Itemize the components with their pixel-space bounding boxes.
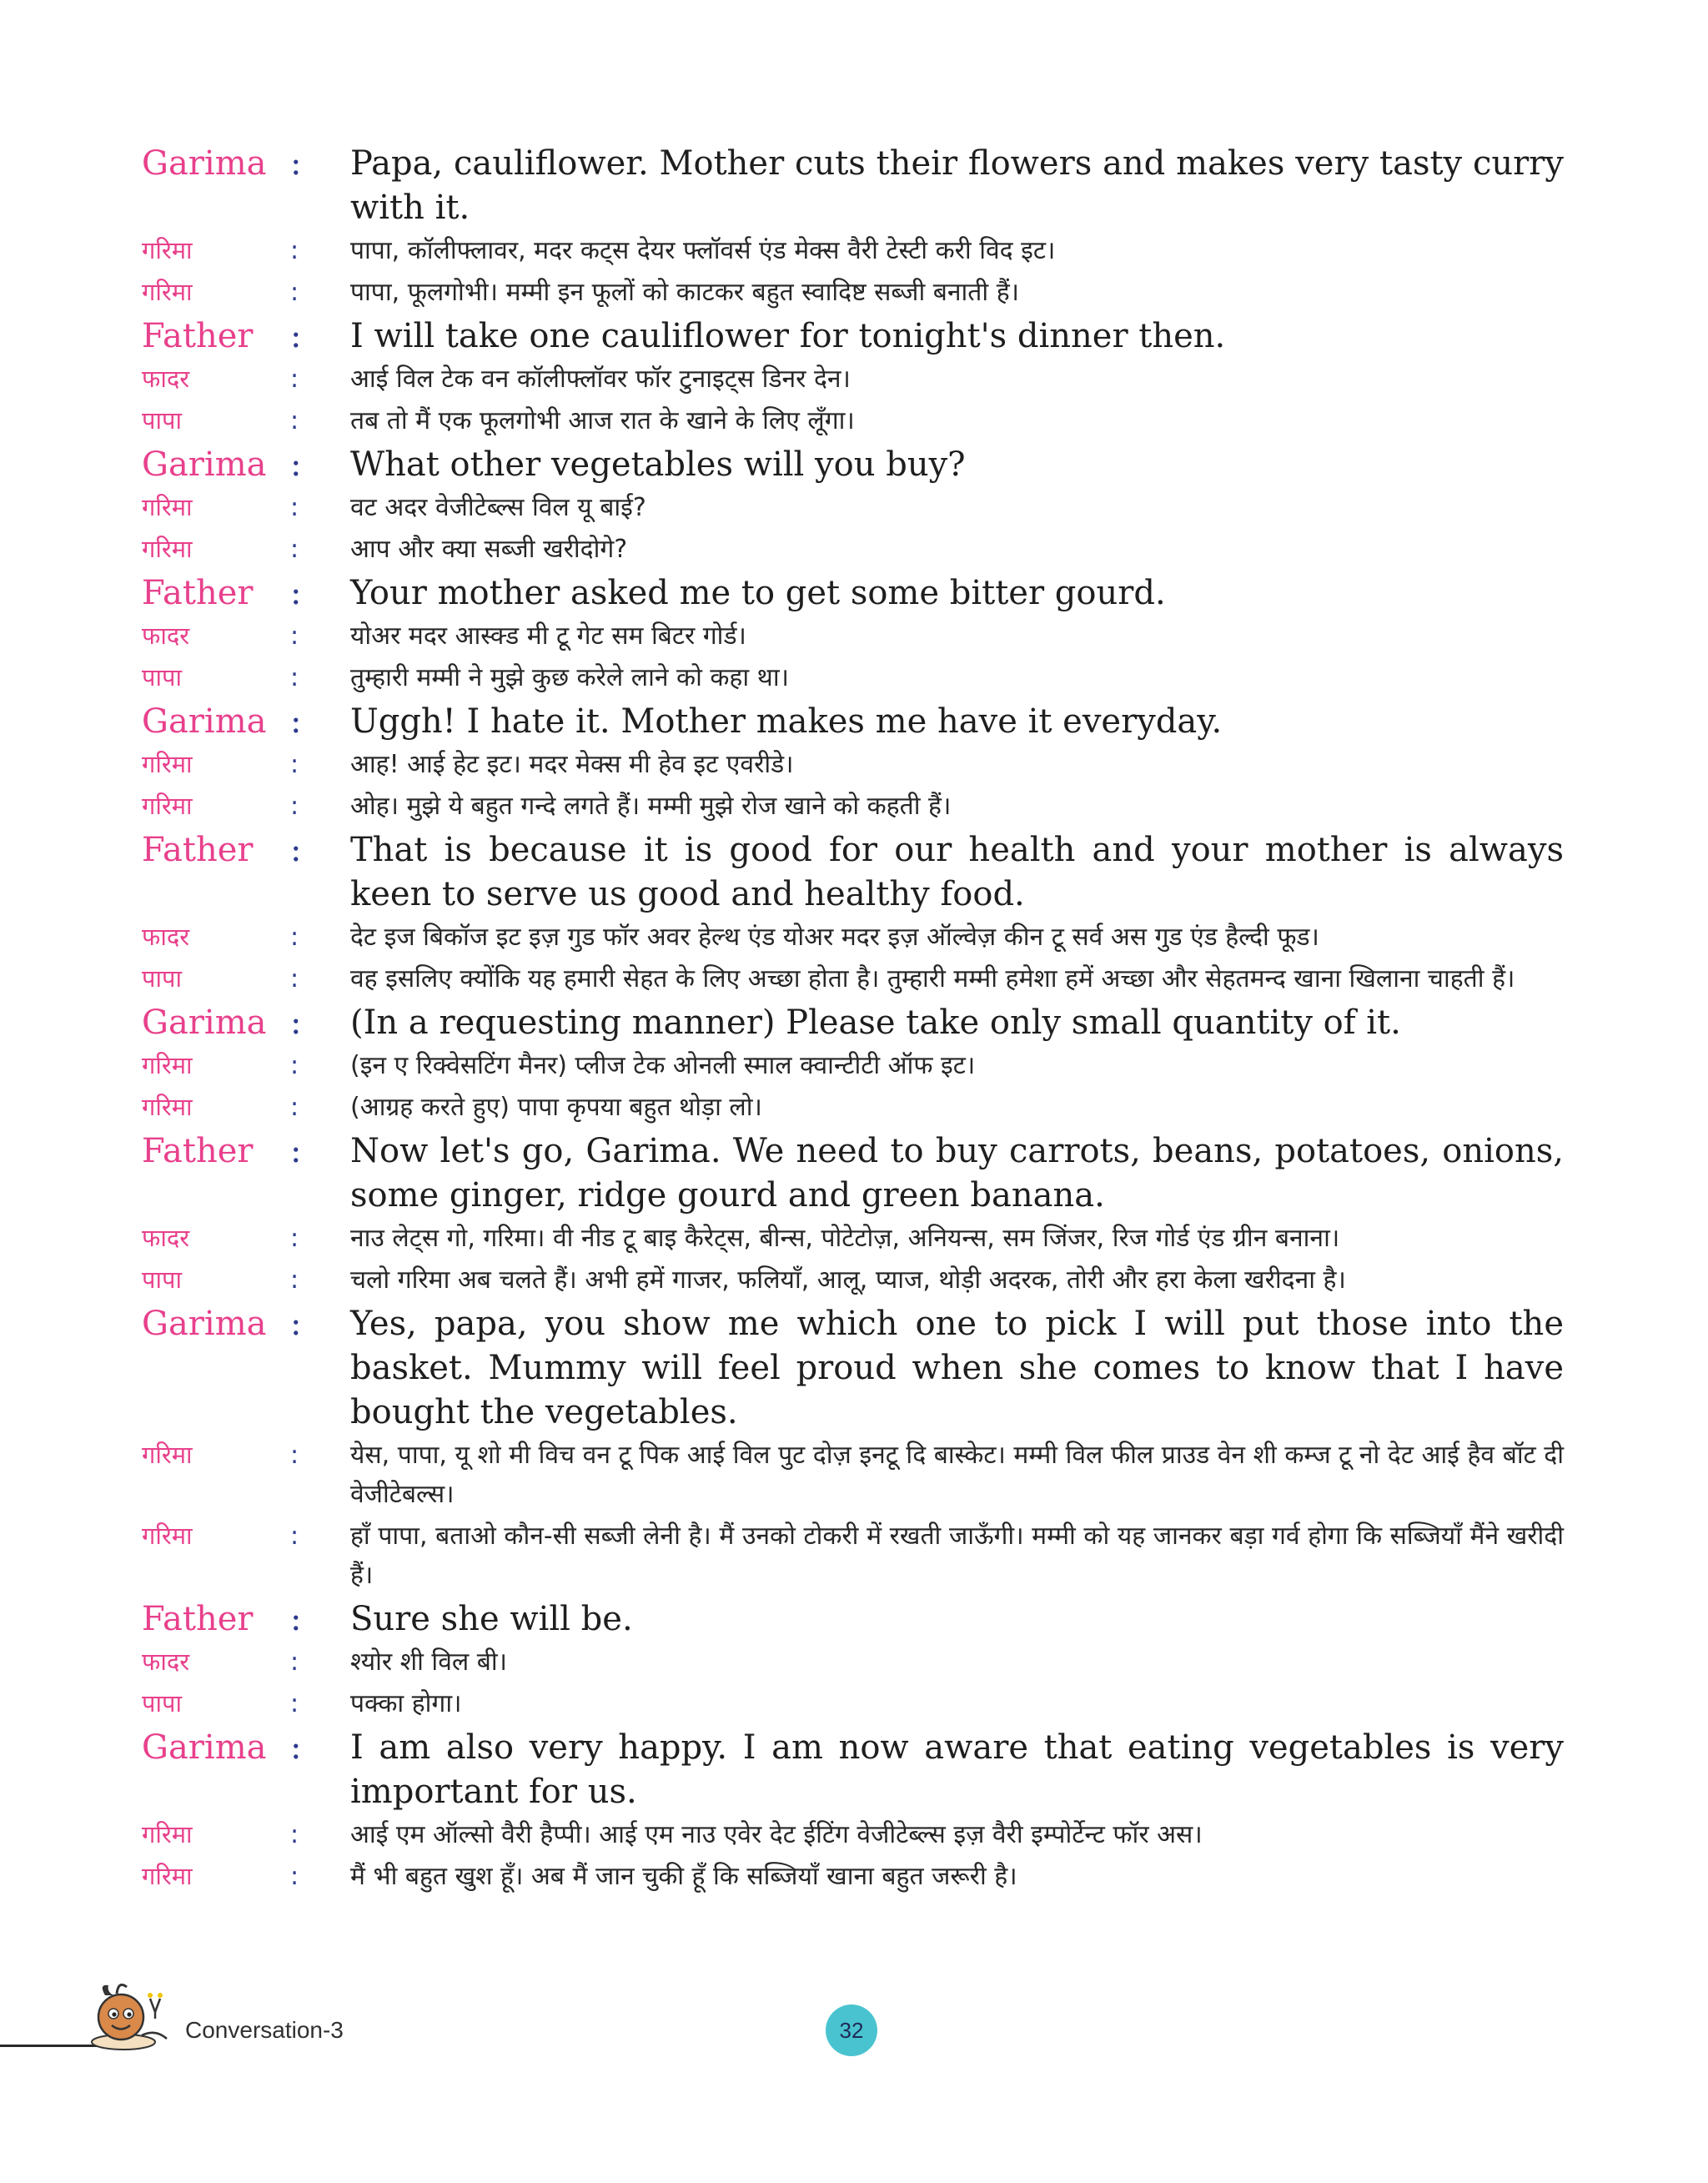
speaker-name: गरिमा bbox=[142, 792, 193, 820]
speaker-name: गरिमा bbox=[142, 278, 193, 306]
speaker-name: Garima bbox=[142, 1728, 267, 1767]
speaker-name: पापा bbox=[142, 964, 182, 993]
line-text: आई विल टेक वन कॉलीफ्लॉवर फॉर टुनाइट्स डिनर देन। bbox=[350, 365, 851, 394]
transliteration-line bbox=[142, 745, 1564, 784]
speaker-name: गरिमा bbox=[142, 1051, 193, 1079]
speaker-name: पापा bbox=[142, 1265, 182, 1294]
separator-colon: : bbox=[290, 1093, 299, 1122]
line-text: तुम्हारी मम्मी ने मुझे कुछ करेले लाने को कहा था। bbox=[350, 663, 789, 692]
hindi-translation-line bbox=[142, 658, 1564, 697]
separator-colon: : bbox=[290, 1003, 302, 1042]
separator-colon: : bbox=[290, 574, 302, 612]
dialogue bbox=[142, 142, 1564, 1899]
separator-colon: : bbox=[290, 1305, 302, 1343]
separator-colon: : bbox=[290, 1728, 302, 1767]
separator-colon: : bbox=[290, 445, 302, 484]
separator-colon: : bbox=[290, 1820, 299, 1849]
speaker-name: Garima bbox=[142, 445, 267, 484]
separator-colon: : bbox=[290, 1522, 299, 1551]
transliteration-line bbox=[142, 488, 1564, 527]
hindi-translation-line bbox=[142, 1857, 1564, 1896]
hindi-translation-line bbox=[142, 530, 1564, 569]
separator-colon: : bbox=[290, 1600, 302, 1638]
line-text: पापा, फूलगोभी। मम्मी इन फूलों को काटकर बहुत स्वादिष्ट सब्जी बनाती हैं। bbox=[350, 278, 1020, 307]
line-text: चलो गरिमा अब चलते हैं। अभी हमें गाजर, फलियाँ, आलू, प्याज, थोड़ी अदरक, तोरी और हरा केला खरीदना है। bbox=[350, 1265, 1346, 1295]
speaker-name: फादर bbox=[142, 1647, 190, 1676]
line-text: (आग्रह करते हुए) पापा कृपया बहुत थोड़ा लो। bbox=[350, 1093, 762, 1122]
dialogue-block bbox=[142, 1597, 1564, 1723]
line-text: आप और क्या सब्जी खरीदोगे? bbox=[350, 535, 628, 564]
line-text: (In a requesting manner) Please take only small quantity of it. bbox=[350, 1003, 1401, 1042]
transliteration-line bbox=[142, 360, 1564, 399]
separator-colon: : bbox=[290, 621, 299, 651]
line-text: Papa, cauliflower. Mother cuts their flowers and makes very tasty curry with it. bbox=[350, 144, 1564, 227]
speaker-name: Father bbox=[142, 574, 254, 612]
english-line bbox=[142, 1302, 1564, 1435]
speaker-name: गरिमा bbox=[142, 236, 193, 264]
line-text: हाँ पापा, बताओ कौन-सी सब्जी लेनी है। मैं उनको टोकरी में रखती जाऊँगी। मम्मी को यह जानकर बड़ा गर्व होगा कि सब्जियाँ मैंने खरीदी हैं। bbox=[350, 1522, 1564, 1590]
footer-section-name: Conversation-3 bbox=[185, 2017, 344, 2043]
line-text: मैं भी बहुत खुश हूँ। अब मैं जान चुकी हूँ कि सब्जियाँ खाना बहुत जरूरी है। bbox=[350, 1862, 1017, 1891]
separator-colon: : bbox=[290, 317, 302, 355]
line-text: येस, पापा, यू शो मी विच वन टू पिक आई विल पुट दोज़ इनटू दि बास्केट। मम्मी विल फील प्राउड वेन शी कम्ज टू नो देट आई हैव बॉट दी वेजीटेबल्स। bbox=[350, 1441, 1564, 1509]
dialogue-block bbox=[142, 314, 1564, 440]
hindi-translation-line bbox=[142, 401, 1564, 440]
dialogue-block bbox=[142, 700, 1564, 826]
speaker-name: पापा bbox=[142, 1689, 182, 1718]
separator-colon: : bbox=[290, 144, 302, 183]
separator-colon: : bbox=[290, 406, 299, 435]
separator-colon: : bbox=[290, 1051, 299, 1080]
speaker-name: Garima bbox=[142, 702, 267, 741]
speaker-name: गरिमा bbox=[142, 535, 193, 563]
speaker-name: Father bbox=[142, 1600, 254, 1638]
transliteration-line bbox=[142, 918, 1564, 957]
speaker-name: गरिमा bbox=[142, 1522, 193, 1550]
speaker-name: Garima bbox=[142, 144, 267, 183]
separator-colon: : bbox=[290, 964, 299, 993]
transliteration-line bbox=[142, 1642, 1564, 1682]
speaker-name: गरिमा bbox=[142, 750, 193, 778]
speaker-name: फादर bbox=[142, 923, 190, 951]
english-line bbox=[142, 1129, 1564, 1218]
english-line bbox=[142, 314, 1564, 359]
dialogue-block bbox=[142, 1001, 1564, 1127]
speaker-name: गरिमा bbox=[142, 1441, 193, 1469]
line-text: श्योर शी विल बी। bbox=[350, 1647, 508, 1677]
line-text: पक्का होगा। bbox=[350, 1689, 462, 1718]
dialogue-block bbox=[142, 571, 1564, 697]
line-text: Now let's go, Garima. We need to buy carrots, beans, potatoes, onions, some ginger, ridge gourd and green banana. bbox=[350, 1132, 1564, 1215]
separator-colon: : bbox=[290, 1224, 299, 1253]
speaker-name: गरिमा bbox=[142, 1820, 193, 1849]
speaker-name: पापा bbox=[142, 663, 182, 692]
line-text: योअर मदर आस्क्ड मी टू गेट सम बिटर गोर्ड। bbox=[350, 621, 746, 651]
line-text: I am also very happy. I am now aware that eating vegetables is very important for us. bbox=[350, 1728, 1564, 1811]
hindi-translation-line bbox=[142, 787, 1564, 826]
english-line bbox=[142, 700, 1564, 744]
cartoon-mascot-icon bbox=[83, 1977, 175, 2052]
speaker-name: Garima bbox=[142, 1305, 267, 1343]
separator-colon: : bbox=[290, 923, 299, 952]
speaker-name: गरिमा bbox=[142, 493, 193, 521]
line-text: (इन ए रिक्वेसटिंग मैनर) प्लीज टेक ओनली स्माल क्वान्टीटी ऑफ इट। bbox=[350, 1051, 976, 1080]
line-text: That is because it is good for our health and your mother is always keen to serve us good and healthy food. bbox=[350, 831, 1564, 913]
line-text: आह! आई हेट इट। मदर मेक्स मी हेव इट एवरीडे। bbox=[350, 750, 794, 779]
line-text: Sure she will be. bbox=[350, 1600, 633, 1638]
hindi-translation-line bbox=[142, 1517, 1564, 1595]
separator-colon: : bbox=[290, 702, 302, 741]
separator-colon: : bbox=[290, 792, 299, 821]
transliteration-line bbox=[142, 231, 1564, 270]
hindi-translation-line bbox=[142, 273, 1564, 312]
line-text: Your mother asked me to get some bitter gourd. bbox=[350, 574, 1166, 612]
speaker-name: फादर bbox=[142, 1224, 190, 1252]
transliteration-line bbox=[142, 1436, 1564, 1514]
separator-colon: : bbox=[290, 1132, 302, 1170]
speaker-name: Father bbox=[142, 1132, 254, 1170]
line-text: Uggh! I hate it. Mother makes me have it everyday. bbox=[350, 702, 1223, 741]
transliteration-line bbox=[142, 1046, 1564, 1085]
english-line bbox=[142, 828, 1564, 917]
line-text: वट अदर वेजीटेब्ल्स विल यू बाई? bbox=[350, 493, 646, 522]
dialogue-block bbox=[142, 443, 1564, 569]
english-line bbox=[142, 142, 1564, 230]
hindi-translation-line bbox=[142, 1684, 1564, 1723]
line-text: तब तो मैं एक फूलगोभी आज रात के खाने के लिए लूँगा। bbox=[350, 406, 855, 435]
speaker-name: Father bbox=[142, 317, 254, 355]
speaker-name: गरिमा bbox=[142, 1862, 193, 1890]
line-text: ओह। मुझे ये बहुत गन्दे लगते हैं। मम्मी मुझे रोज खाने को कहती हैं। bbox=[350, 792, 952, 821]
english-line bbox=[142, 443, 1564, 487]
hindi-translation-line bbox=[142, 1260, 1564, 1300]
speaker-name: Garima bbox=[142, 1003, 267, 1042]
english-line bbox=[142, 1001, 1564, 1045]
line-text: Yes, papa, you show me which one to pick I will put those into the basket. Mummy will feel proud when she comes to know that I have bought the vegetables. bbox=[350, 1305, 1564, 1431]
separator-colon: : bbox=[290, 663, 299, 692]
line-text: वह इसलिए क्योंकि यह हमारी सेहत के लिए अच्छा होता है। तुम्हारी मम्मी हमेशा हमें अच्छा और सेहतमन्द खाना खिलाना चाहती हैं। bbox=[350, 964, 1515, 993]
page-number-badge: 32 bbox=[826, 2004, 877, 2056]
speaker-name: फादर bbox=[142, 365, 190, 393]
separator-colon: : bbox=[290, 1689, 299, 1718]
line-text: पापा, कॉलीफ्लावर, मदर कट्स देयर फ्लॉवर्स एंड मेक्स वैरी टेस्टी करी विद इट। bbox=[350, 236, 1056, 265]
english-line bbox=[142, 571, 1564, 616]
speaker-name: पापा bbox=[142, 406, 182, 435]
english-line bbox=[142, 1726, 1564, 1814]
dialogue-block bbox=[142, 1129, 1564, 1300]
separator-colon: : bbox=[290, 1647, 299, 1677]
transliteration-line bbox=[142, 616, 1564, 656]
english-line bbox=[142, 1597, 1564, 1642]
dialogue-block bbox=[142, 1302, 1564, 1595]
line-text: आई एम ऑल्सो वैरी हैप्पी। आई एम नाउ एवेर देट ईटिंग वेजीटेब्ल्स इज़ वैरी इम्पोर्टेन्ट फॉर अस। bbox=[350, 1820, 1203, 1849]
separator-colon: : bbox=[290, 1862, 299, 1891]
transliteration-line bbox=[142, 1219, 1564, 1258]
line-text: देट इज बिकॉज इट इज़ गुड फॉर अवर हेल्थ एंड योअर मदर इज़ ऑल्वेज़ कीन टू सर्व अस गुड एंड हैल्दी फूड। bbox=[350, 923, 1319, 952]
dialogue-block bbox=[142, 1726, 1564, 1896]
separator-colon: : bbox=[290, 1265, 299, 1295]
separator-colon: : bbox=[290, 236, 299, 265]
separator-colon: : bbox=[290, 831, 302, 869]
separator-colon: : bbox=[290, 365, 299, 394]
line-text: नाउ लेट्स गो, गरिमा। वी नीड टू बाइ कैरेट्स, बीन्स, पोटेटोज़, अनियन्स, सम जिंजर, रिज गोर्ड एंड ग्रीन बनाना। bbox=[350, 1224, 1340, 1253]
separator-colon: : bbox=[290, 278, 299, 307]
line-text: I will take one cauliflower for tonight's dinner then. bbox=[350, 317, 1226, 355]
dialogue-block bbox=[142, 142, 1564, 312]
hindi-translation-line bbox=[142, 1088, 1564, 1127]
dialogue-block bbox=[142, 828, 1564, 998]
separator-colon: : bbox=[290, 750, 299, 779]
separator-colon: : bbox=[290, 1441, 299, 1470]
transliteration-line bbox=[142, 1815, 1564, 1854]
speaker-name: फादर bbox=[142, 621, 190, 650]
speaker-name: Father bbox=[142, 831, 254, 869]
separator-colon: : bbox=[290, 535, 299, 564]
separator-colon: : bbox=[290, 493, 299, 522]
speaker-name: गरिमा bbox=[142, 1093, 193, 1121]
line-text: What other vegetables will you buy? bbox=[350, 445, 966, 484]
hindi-translation-line bbox=[142, 959, 1564, 998]
